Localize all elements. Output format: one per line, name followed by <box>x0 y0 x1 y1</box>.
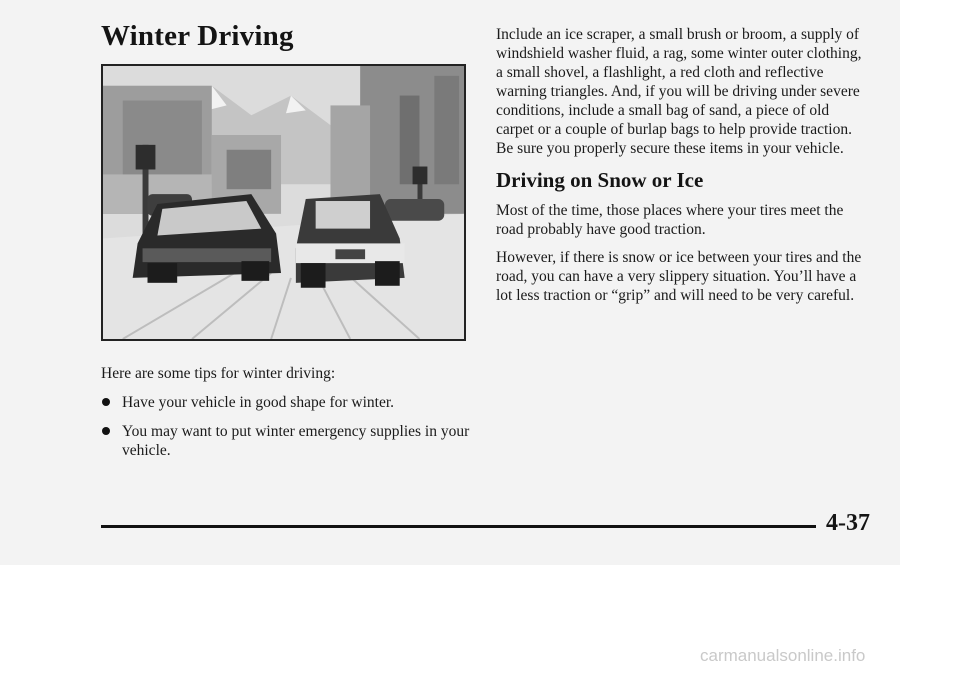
list-item <box>101 393 471 412</box>
section-heading: Driving on Snow or Ice <box>496 168 704 192</box>
bullet-icon <box>102 427 110 435</box>
list-item-text: Have your vehicle in good shape for winter. <box>122 394 395 411</box>
page-number: 4-37 <box>826 510 870 536</box>
right-column <box>496 25 866 314</box>
supplies-paragraph: Include an ice scraper, a small brush or broom, a supply of windshield washer fluid, a rag, some winter outer clothing, a small shovel, a flashlight, a red cloth and reflective warning triangles. And, if you will be driving under severe conditions, include a small bag of sand, a piece of old carpet or a couple of burlap bags to help provide traction. Be sure you properly secure these items in your vehicle. <box>496 26 862 157</box>
list-item <box>101 422 471 460</box>
left-column <box>101 364 471 470</box>
watermark: carmanualsonline.info <box>700 646 866 665</box>
list-item-text: You may want to put winter emergency supplies in your vehicle. <box>122 423 470 459</box>
page-title: Winter Driving <box>101 20 294 52</box>
tips-intro: Here are some tips for winter driving: <box>101 365 336 382</box>
slippery-paragraph: However, if there is snow or ice between your tires and the road, you can have a very slippery situation. You’ll have a lot less traction or “grip” and will need to be very careful. <box>496 249 862 304</box>
bullet-icon <box>102 398 110 406</box>
tips-list <box>101 393 471 460</box>
winter-street-traffic-illustration <box>101 64 466 341</box>
traction-paragraph: Most of the time, those places where your tires meet the road probably have good traction. <box>496 202 844 238</box>
footer-divider <box>101 525 816 528</box>
